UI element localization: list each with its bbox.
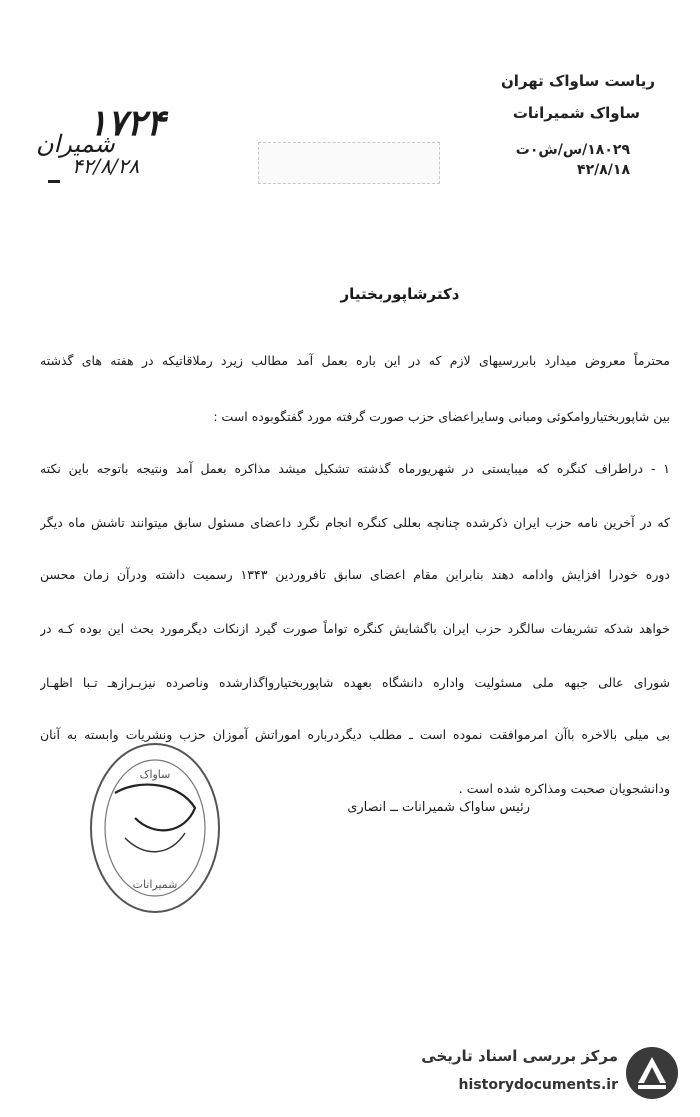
body-line-7: شورای عالی جبهه ملی مسئولیت واداره دانشگاه بعهده شاپوربختیارواگذارشده وناصرده نیزبـرازهـ تـبا اظهـار: [40, 675, 670, 690]
document-date: ۴۲/۸/۱۸: [577, 162, 630, 178]
department-title: ساواک شمیرانات: [512, 104, 640, 122]
seal-text-bottom: شمیرانات: [132, 878, 178, 891]
organization-title: ریاست ساواک تهران: [501, 72, 655, 90]
body-line-2: بین شاپوربختیاروامکوئی ومبانی وسایراعضای حزب صورت گرفته مورد گفتگوبوده است :: [213, 409, 670, 424]
body-line-9: ودانشجویان صحبت ومذاکره شده است .: [458, 781, 670, 796]
signature-scribble: [115, 785, 195, 831]
handwritten-note: شمیران: [36, 130, 115, 158]
body-line-4: که در آخرین نامه حزب ایران ذکرشده چنانچه بعللی کنگره انجام نگرد داعضای مسئول سابق میتوانند تاشش ماه دیگر: [40, 515, 670, 530]
seal-text-top: ساواک: [139, 768, 171, 781]
addressee: دکترشاپوربختیار: [340, 285, 460, 303]
handwritten-number: ۱۷۲۴: [88, 102, 166, 144]
archive-logo-icon: [624, 1045, 680, 1101]
blank-stamp-box: [258, 142, 440, 184]
body-line-1: محترماً معروض میدارد بابررسیهای لازم که در این باره بعمل آمد مطالب زیرد رملاقاتیکه در هفته های گذشته: [40, 353, 670, 368]
handwritten-mark: [48, 180, 60, 183]
footer-watermark: [388, 1039, 688, 1107]
footer-url: historydocuments.ir: [458, 1077, 618, 1093]
handwritten-date: ۴۲/۸/۲۸: [72, 154, 140, 178]
footer-title: مرکز بررسی اسناد تاریخی: [421, 1047, 618, 1065]
body-line-8: بی میلی بالاخره باآن امرموافقت نموده است ـ مطلب دیگردرباره اموراتش آموزان حزب ونشریات وابسته به آنان: [40, 727, 670, 742]
body-line-6: خواهد شدکه تشریفات سالگرد حزب ایران باگشایش کنگره تواماً صورت گیرد ازنکات دیگرمورد بحث این بوده کـه در: [40, 621, 670, 636]
reference-number: ۱۸۰۲۹/س/ش۰ت: [515, 142, 630, 158]
official-seal-icon: [85, 738, 225, 918]
body-line-5: دوره خودرا افزایش وادامه دهند بنابراین مقام اعضای سابق تافروردین ۱۳۴۳ رسمیت داشته ودرآن زمان محسن: [40, 567, 670, 582]
signature-line: رئیس ساواک شمیرانات ــ انصاری: [347, 800, 530, 815]
body-line-3: ۱ - دراطراف کنگره که میبایستی در شهریورماه گذشته تشکیل میشد مذاکره بعمل آمد ونتیجه باتوجه باین نکته: [40, 461, 670, 476]
